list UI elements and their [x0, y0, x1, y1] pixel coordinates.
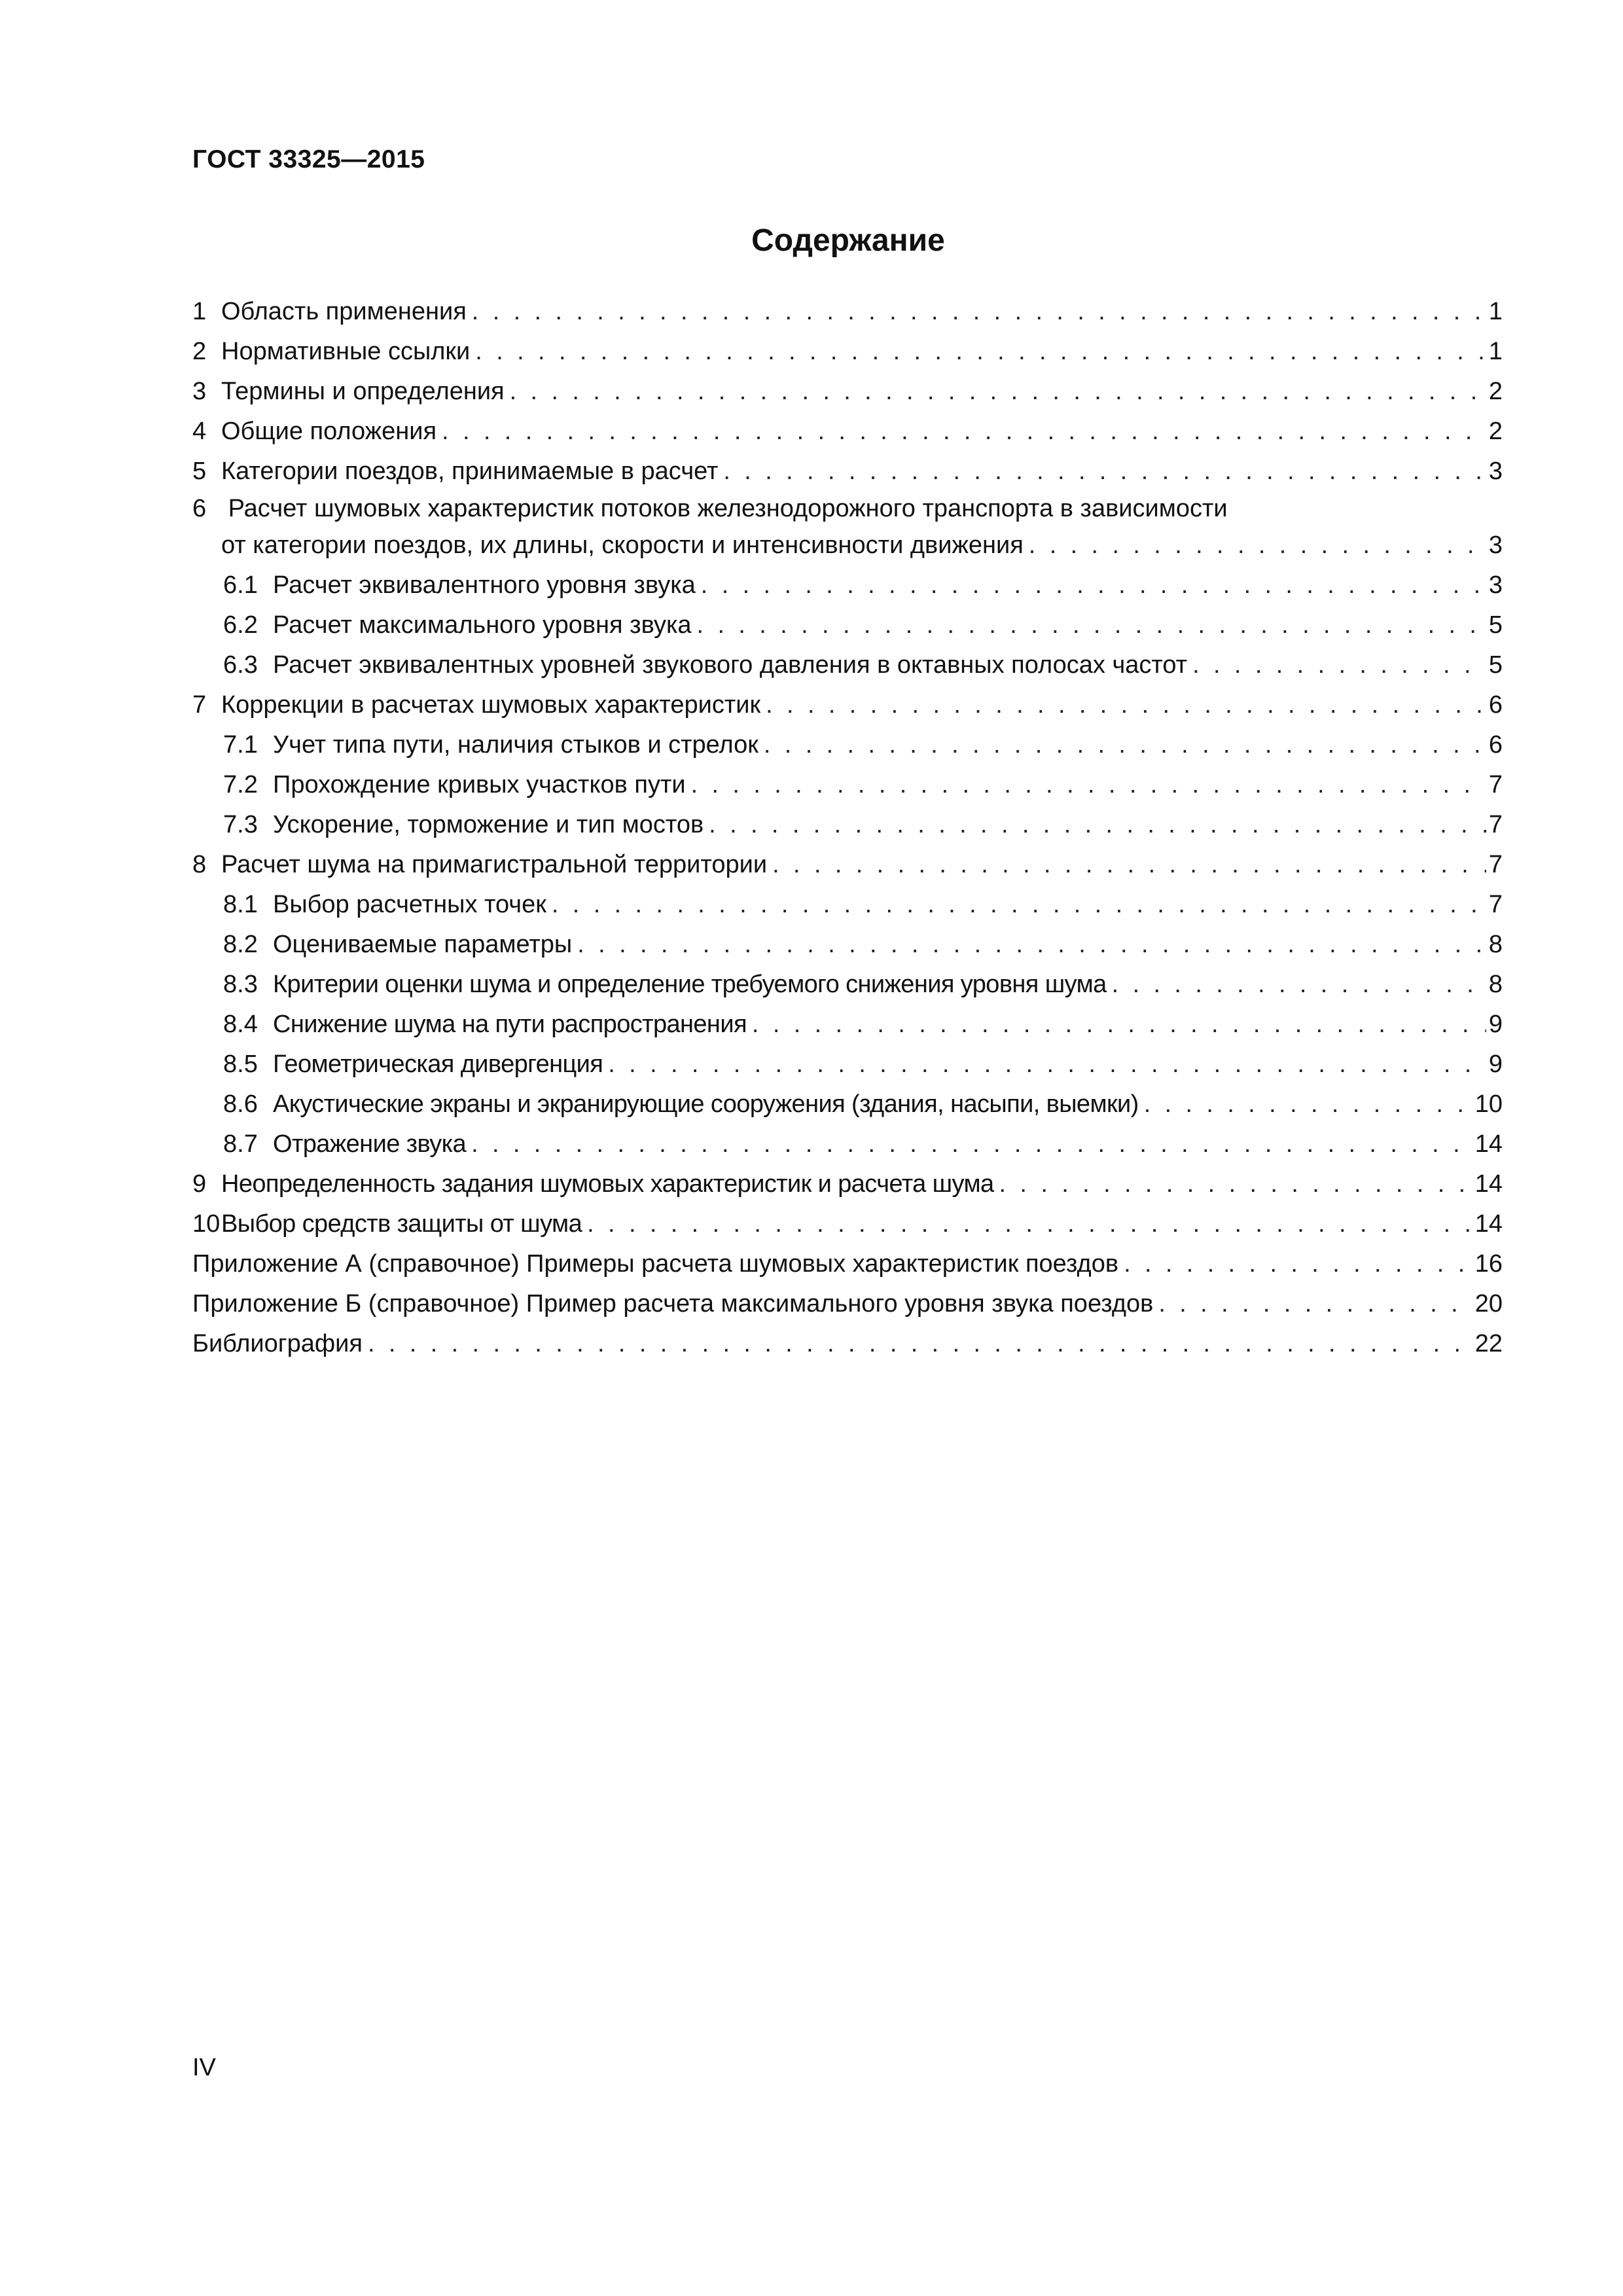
toc-entry-page: 1	[1488, 298, 1503, 325]
toc-entry-page: 10	[1474, 1090, 1503, 1118]
toc-entry-title: Учет типа пути, наличия стыков и стрелок	[273, 731, 758, 759]
toc-entry-page: 3	[1488, 571, 1503, 599]
toc-entry-title: Нормативные ссылки	[221, 338, 471, 365]
toc-entry-8-2[interactable]	[192, 925, 1503, 965]
toc-entry-number: 6	[192, 495, 207, 522]
toc-entry-page: 5	[1488, 611, 1503, 639]
toc-entry-title: Общие положения	[221, 418, 437, 445]
toc-entry-title: Расчет шума на примагистральной территории	[221, 851, 768, 878]
toc-entry-page: 7	[1488, 851, 1503, 878]
toc-entry-page: 5	[1488, 651, 1503, 679]
toc-entry-title: Расчет максимального уровня звука	[273, 611, 692, 639]
toc-entry-page: 14	[1474, 1210, 1503, 1238]
toc-entry-title-line2: от категории поездов, их длины, скорости и интенсивности движения	[221, 531, 1024, 559]
leader-dots	[1029, 526, 1486, 565]
toc-entry-page: 3	[1488, 457, 1503, 485]
toc-entry-page: 7	[1488, 811, 1503, 838]
toc-entry-8-3[interactable]	[192, 965, 1503, 1005]
leader-dots	[1124, 1244, 1472, 1284]
toc-entry-number: 8.2	[223, 931, 258, 958]
leader-dots	[1158, 1284, 1472, 1324]
toc-entry-title: Ускорение, торможение и тип мостов	[273, 811, 704, 838]
toc-entry-number: 8.1	[223, 891, 258, 918]
toc-entry-number: 10	[192, 1210, 221, 1238]
leader-dots	[442, 412, 1486, 452]
table-of-contents	[192, 292, 1503, 1364]
leader-dots	[1112, 965, 1486, 1005]
toc-entry-page: 16	[1474, 1250, 1503, 1278]
toc-entry-title: Неопределенность задания шумовых характеристик и расчета шума	[221, 1170, 994, 1198]
toc-entry-appendix-b[interactable]	[192, 1284, 1503, 1324]
toc-entry-title: Выбор средств защиты от шума	[221, 1210, 582, 1238]
toc-entry-number: 7.1	[223, 731, 258, 759]
toc-entry-7[interactable]	[192, 685, 1503, 725]
toc-entry-page: 2	[1488, 418, 1503, 445]
toc-entry-page: 9	[1488, 1050, 1503, 1078]
leader-dots	[1144, 1085, 1472, 1124]
toc-entry-number: 5	[192, 457, 207, 485]
toc-entry-page: 7	[1488, 891, 1503, 918]
toc-entry-title: Термины и определения	[221, 378, 505, 405]
toc-entry-number: 8.4	[223, 1011, 258, 1038]
document-code: ГОСТ 33325—2015	[192, 145, 425, 173]
toc-entry-number: 7	[192, 691, 207, 719]
toc-entry-8-4[interactable]	[192, 1005, 1503, 1045]
toc-entry-page: 2	[1488, 378, 1503, 405]
toc-entry-title: Коррекции в расчетах шумовых характеристик	[221, 691, 761, 719]
toc-entry-title: Отражение звука	[273, 1130, 467, 1158]
leader-dots	[701, 565, 1486, 605]
toc-entry-number: 8.6	[223, 1090, 258, 1118]
toc-entry-7-2[interactable]	[192, 765, 1503, 805]
toc-entry-page: 9	[1488, 1011, 1503, 1038]
toc-entry-title: Категории поездов, принимаемые в расчет	[221, 457, 719, 485]
leader-dots	[999, 1164, 1472, 1204]
toc-entry-page: 7	[1488, 771, 1503, 798]
toc-entry-8-5[interactable]	[192, 1045, 1503, 1085]
toc-entry-7-3[interactable]	[192, 805, 1503, 845]
toc-entry-10[interactable]	[192, 1204, 1503, 1244]
toc-entry-title-line1: Расчет шумовых характеристик потоков железнодорожного транспорта в зависимости	[228, 495, 1228, 522]
toc-entry-page: 14	[1474, 1130, 1503, 1158]
toc-entry-title: Критерии оценки шума и определение требуемого снижения уровня шума	[273, 971, 1107, 998]
leader-dots	[1192, 645, 1486, 685]
toc-entry-8[interactable]	[192, 845, 1503, 885]
toc-entry-number: 6.3	[223, 651, 258, 679]
leader-dots	[577, 925, 1486, 965]
toc-entry-8-7[interactable]	[192, 1124, 1503, 1164]
toc-entry-appendix-a[interactable]	[192, 1244, 1503, 1284]
toc-entry-number: 4	[192, 418, 207, 445]
toc-entry-title: Акустические экраны и экранирующие сооружения (здания, насыпи, выемки)	[273, 1090, 1139, 1118]
toc-entry-6[interactable]	[192, 492, 1503, 565]
toc-entry-second-line	[192, 526, 1503, 565]
leader-dots	[368, 1324, 1472, 1364]
toc-entry-title: Оцениваемые параметры	[273, 931, 573, 958]
toc-entry-9[interactable]	[192, 1164, 1503, 1204]
toc-entry-number: 7.3	[223, 811, 258, 838]
toc-entry-number: 8.5	[223, 1050, 258, 1078]
toc-entry-title: Выбор расчетных точек	[273, 891, 546, 918]
toc-entry-number: 1	[192, 298, 207, 325]
leader-dots	[691, 765, 1486, 805]
leader-dots	[471, 1124, 1472, 1164]
toc-entry-number: 8.7	[223, 1130, 258, 1158]
toc-entry-5[interactable]	[192, 452, 1503, 492]
toc-entry-title: Расчет эквивалентного уровня звука	[273, 571, 696, 599]
toc-entry-6-3[interactable]	[192, 645, 1503, 685]
leader-dots	[587, 1204, 1472, 1244]
toc-entry-page: 22	[1474, 1330, 1503, 1357]
leader-dots	[723, 452, 1486, 492]
toc-entry-page: 8	[1488, 971, 1503, 998]
leader-dots	[510, 372, 1486, 412]
toc-entry-title: Область применения	[221, 298, 467, 325]
toc-entry-2[interactable]	[192, 332, 1503, 372]
toc-entry-page: 1	[1488, 338, 1503, 365]
toc-entry-title: Библиография	[192, 1330, 363, 1357]
toc-entry-page: 8	[1488, 931, 1503, 958]
toc-title: Содержание	[751, 223, 945, 258]
toc-entry-number: 6.1	[223, 571, 258, 599]
toc-entry-number: 7.2	[223, 771, 258, 798]
toc-entry-number: 6.2	[223, 611, 258, 639]
toc-entry-number: 8	[192, 851, 207, 878]
toc-entry-page: 3	[1488, 531, 1503, 559]
leader-dots	[752, 1005, 1486, 1045]
toc-entry-first-line	[192, 492, 1503, 526]
leader-dots	[709, 805, 1486, 845]
toc-entry-4[interactable]	[192, 412, 1503, 452]
toc-entry-page: 6	[1488, 731, 1503, 759]
toc-entry-number: 3	[192, 378, 207, 405]
leader-dots	[552, 885, 1486, 925]
toc-entry-7-1[interactable]	[192, 725, 1503, 765]
toc-entry-title: Расчет эквивалентных уровней звукового давления в октавных полосах частот	[273, 651, 1188, 679]
toc-entry-8-6[interactable]	[192, 1085, 1503, 1124]
toc-entry-title: Геометрическая дивергенция	[273, 1050, 603, 1078]
toc-entry-page: 6	[1488, 691, 1503, 719]
toc-entry-title: Приложение А (справочное) Примеры расчета шумовых характеристик поездов	[192, 1250, 1119, 1278]
toc-entry-6-1[interactable]	[192, 565, 1503, 605]
toc-entry-title: Снижение шума на пути распространения	[273, 1011, 747, 1038]
toc-entry-3[interactable]	[192, 372, 1503, 412]
page-number: IV	[192, 2054, 216, 2081]
toc-entry-number: 9	[192, 1170, 207, 1198]
toc-entry-8-1[interactable]	[192, 885, 1503, 925]
toc-entry-title: Прохождение кривых участков пути	[273, 771, 686, 798]
leader-dots	[772, 845, 1486, 885]
toc-entry-bibliography[interactable]	[192, 1324, 1503, 1364]
toc-entry-1[interactable]	[192, 292, 1503, 332]
leader-dots	[764, 725, 1486, 765]
leader-dots	[697, 605, 1486, 645]
toc-entry-6-2[interactable]	[192, 605, 1503, 645]
leader-dots	[766, 685, 1486, 725]
toc-entry-number: 8.3	[223, 971, 258, 998]
leader-dots	[608, 1045, 1486, 1085]
leader-dots	[472, 292, 1486, 332]
leader-dots	[475, 332, 1486, 372]
toc-entry-page: 14	[1474, 1170, 1503, 1198]
toc-entry-page: 20	[1474, 1290, 1503, 1318]
toc-entry-title: Приложение Б (справочное) Пример расчета максимального уровня звука поездов	[192, 1290, 1154, 1318]
toc-entry-number: 2	[192, 338, 207, 365]
